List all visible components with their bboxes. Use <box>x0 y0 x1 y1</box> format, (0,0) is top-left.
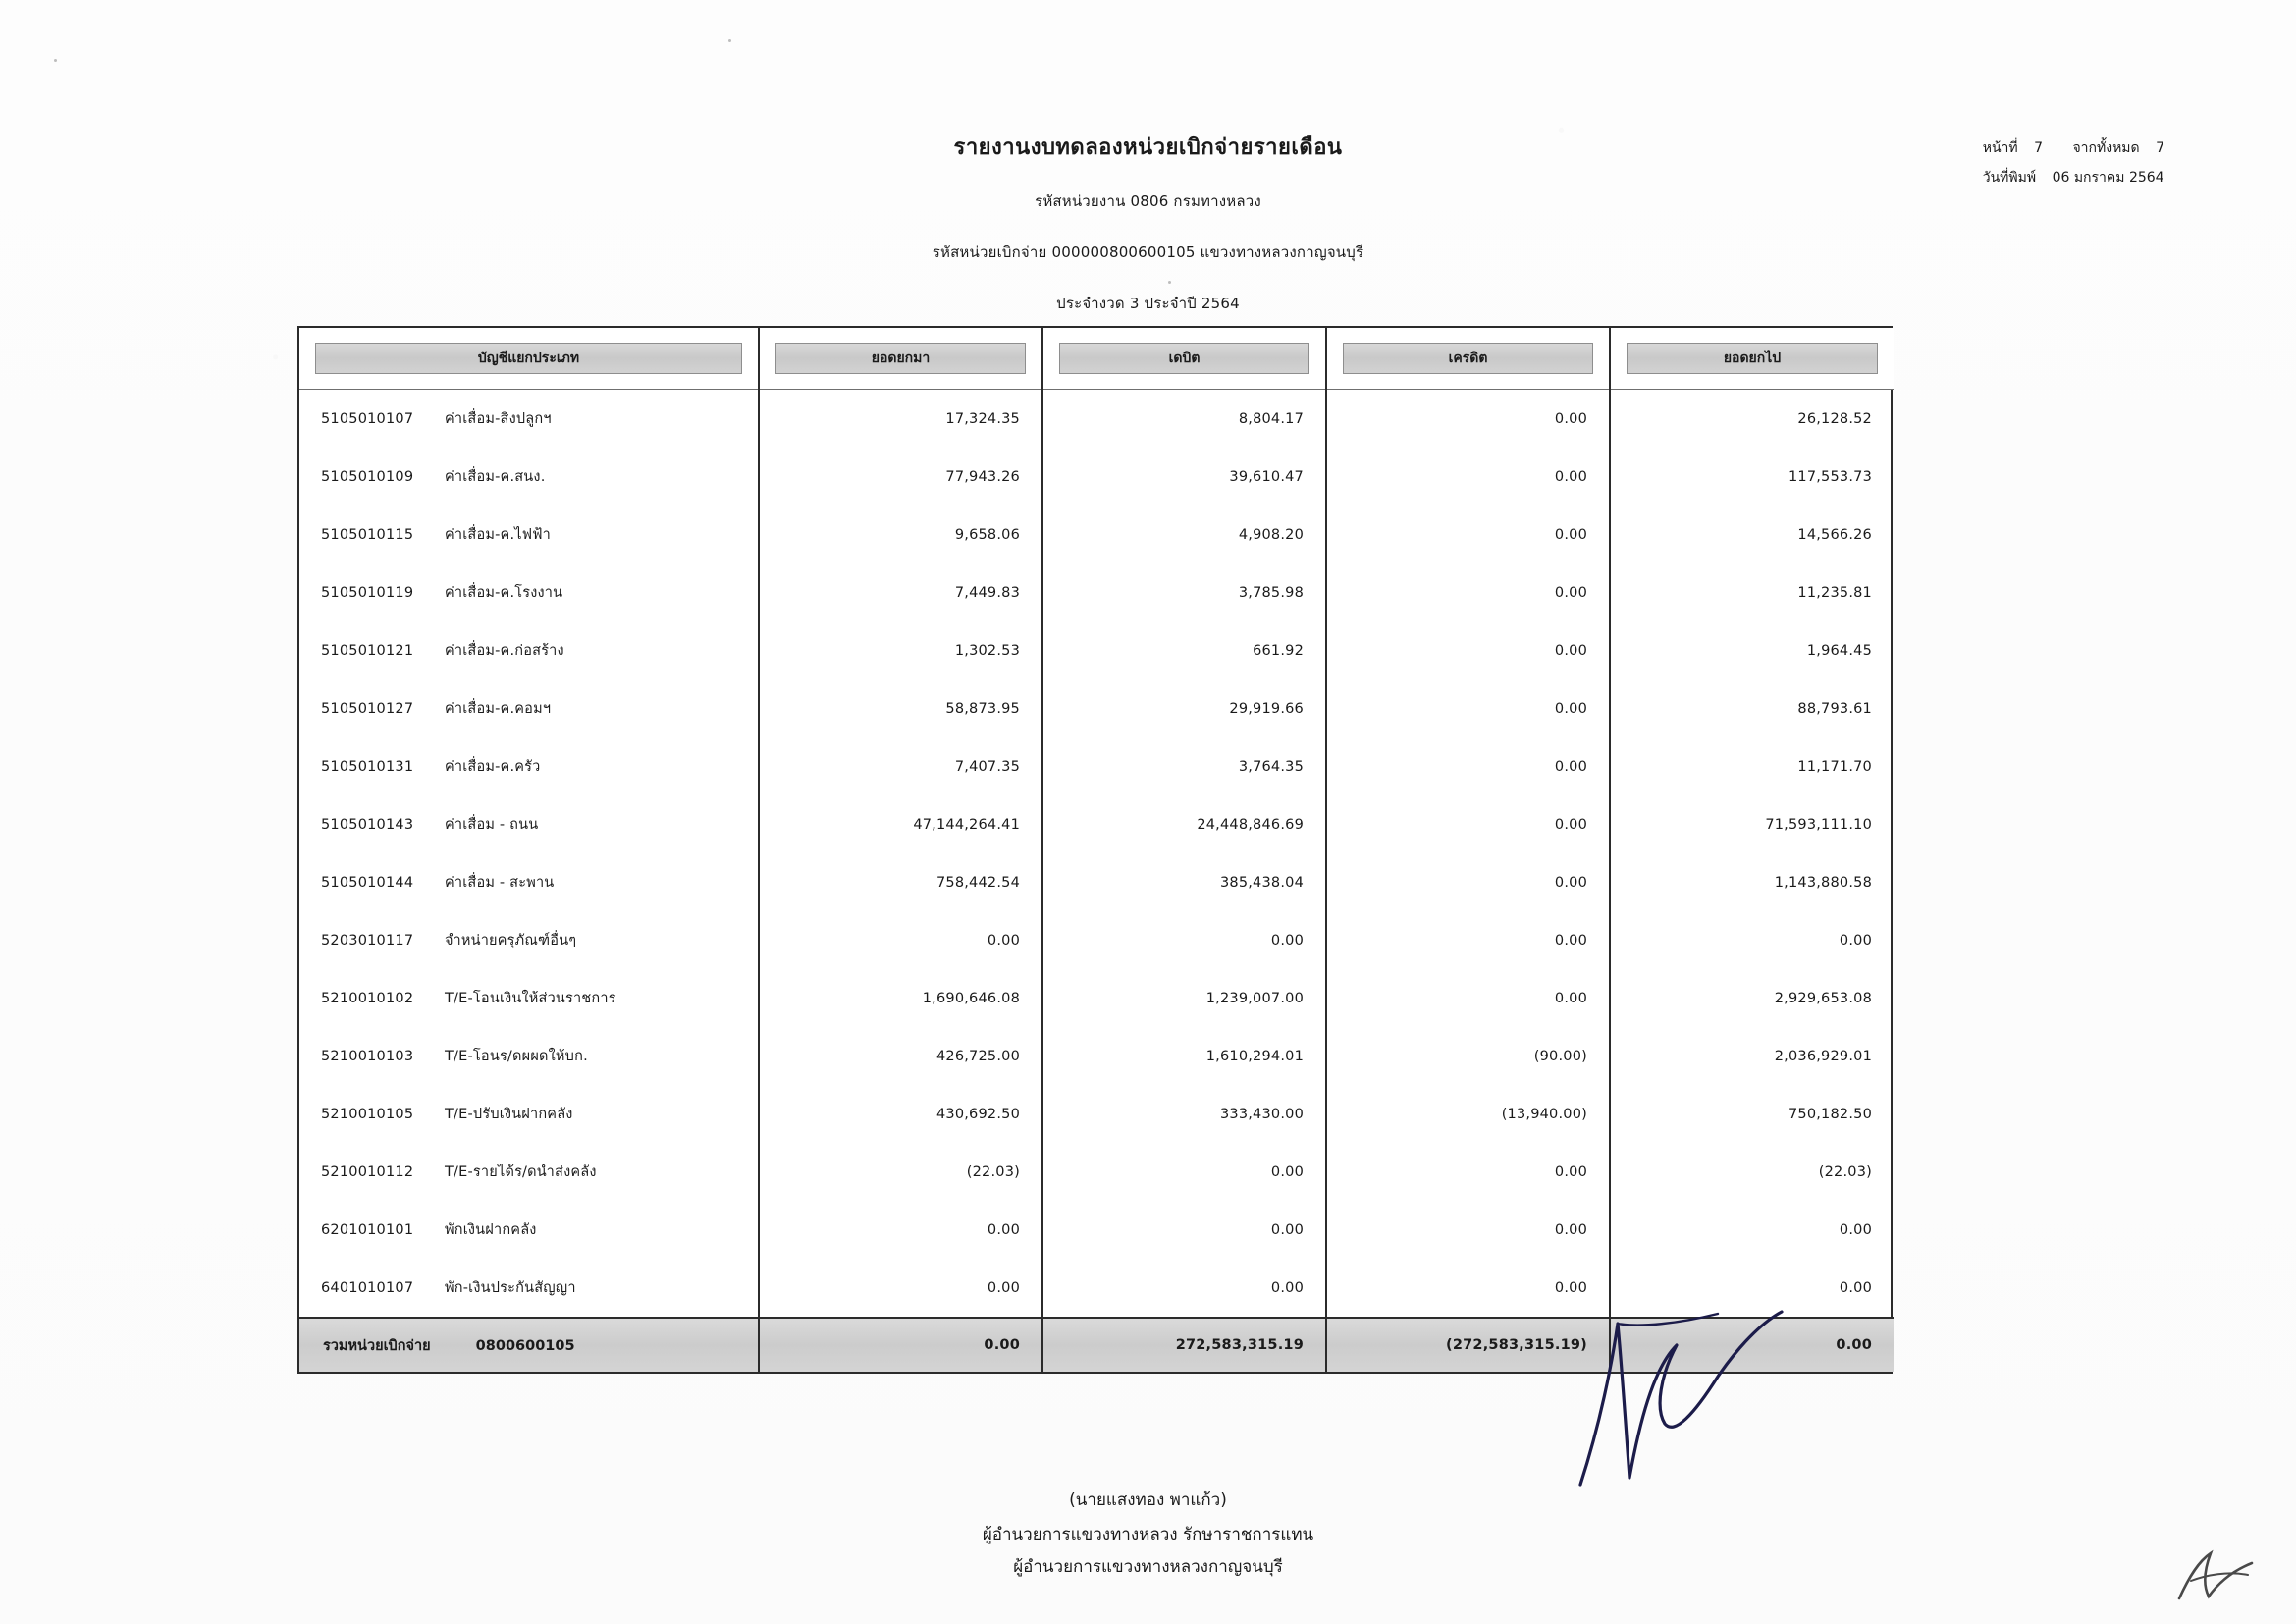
cell-account <box>299 622 759 679</box>
cell-closing: 71,593,111.10 <box>1765 816 1872 833</box>
cell-debit: 0.00 <box>1042 1259 1326 1318</box>
account-code: 5105010144 <box>321 875 414 891</box>
signer-name: (นายแสงทอง พาแก้ว) <box>1069 1490 1227 1510</box>
account-code: 5203010117 <box>321 933 414 948</box>
cell-credit: 0.00 <box>1326 737 1610 795</box>
cell-credit: 0.00 <box>1326 911 1610 969</box>
cell-debit: 0.00 <box>1042 1143 1326 1201</box>
cell-account <box>299 911 759 969</box>
signature-block <box>0 1485 2296 1584</box>
account-code: 5105010107 <box>321 411 414 427</box>
total-label: รวมหน่วยเบิกจ่าย <box>323 1337 431 1354</box>
cell-opening: 758,442.54 <box>759 853 1042 911</box>
cell-opening: 47,144,264.41 <box>759 795 1042 853</box>
cell-credit: 0.00 <box>1326 795 1610 853</box>
page-number-row <box>1983 134 2190 163</box>
column-header-opening <box>759 328 1042 390</box>
cell-closing: 117,553.73 <box>1788 468 1872 485</box>
cell-closing: 2,929,653.08 <box>1774 990 1872 1006</box>
cell-opening: 0.00 <box>759 1259 1042 1318</box>
cell-credit: 0.00 <box>1326 390 1610 449</box>
cell-account <box>299 1027 759 1085</box>
table-header-row <box>299 328 1894 390</box>
table-row <box>299 1259 1894 1318</box>
cell-total-credit: (272,583,315.19) <box>1326 1318 1610 1372</box>
cell-account <box>299 969 759 1027</box>
cell-closing: 14,566.26 <box>1797 526 1872 543</box>
signer-title-line-2: ผู้อำนวยการแขวงทางหลวงกาญจนบุรี <box>1013 1557 1283 1577</box>
cell-debit: 29,919.66 <box>1042 679 1326 737</box>
cell-account <box>299 795 759 853</box>
account-code: 5210010112 <box>321 1164 414 1180</box>
table-row <box>299 737 1894 795</box>
cell-credit: 0.00 <box>1326 1143 1610 1201</box>
cell-debit: 1,239,007.00 <box>1042 969 1326 1027</box>
table-row <box>299 564 1894 622</box>
account-code: 5210010102 <box>321 991 414 1006</box>
cell-credit: 0.00 <box>1326 1201 1610 1259</box>
cell-total-label <box>299 1318 759 1372</box>
print-date-label: วันที่พิมพ์ <box>1982 170 2037 186</box>
cell-opening: 7,449.83 <box>759 564 1042 622</box>
cell-debit: 4,908.20 <box>1042 506 1326 564</box>
column-header-debit-label: เดบิต <box>1059 343 1309 374</box>
table-row <box>299 853 1894 911</box>
cell-credit: 0.00 <box>1326 679 1610 737</box>
cell-opening: (22.03) <box>759 1143 1042 1201</box>
account-code: 5105010109 <box>321 469 414 485</box>
cell-account <box>299 679 759 737</box>
table-row <box>299 1143 1894 1201</box>
cell-total-opening: 0.00 <box>759 1318 1042 1372</box>
account-name: T/E-รายได้ร/ดนำส่งคลัง <box>445 1164 597 1180</box>
cell-closing: 1,964.45 <box>1806 642 1872 659</box>
cell-credit: (90.00) <box>1326 1027 1610 1085</box>
account-name: ค่าเสื่อม-ค.ก่อสร้าง <box>445 643 564 659</box>
page-value: 7 <box>2034 140 2044 156</box>
account-name: ค่าเสื่อม - ถนน <box>445 817 539 833</box>
document-header <box>0 130 2296 315</box>
scan-speck <box>54 59 57 62</box>
cell-closing: 750,182.50 <box>1788 1106 1872 1122</box>
account-code: 5210010103 <box>321 1049 414 1064</box>
disbursement-unit-line: รหัสหน่วยเบิกจ่าย 000000800600105 แขวงทางหลวงกาญจนบุรี <box>932 244 1364 261</box>
total-unit-code: 0800600105 <box>475 1337 575 1354</box>
cell-opening: 7,407.35 <box>759 737 1042 795</box>
agency-code-line: รหัสหน่วยงาน 0806 กรมทางหลวง <box>1035 192 1261 210</box>
account-name: ค่าเสื่อม - สะพาน <box>445 875 555 891</box>
account-code: 5105010121 <box>321 643 414 659</box>
cell-account <box>299 564 759 622</box>
page-title: รายงานงบทดลองหน่วยเบิกจ่ายรายเดือน <box>953 135 1343 160</box>
cell-credit: (13,940.00) <box>1326 1085 1610 1143</box>
page-meta <box>1983 134 2190 192</box>
signer-title-line-1: ผู้อำนวยการแขวงทางหลวง รักษาราชการแทน <box>982 1525 1314 1544</box>
cell-closing: 1,143,880.58 <box>1774 874 1872 891</box>
cell-total-debit: 272,583,315.19 <box>1042 1318 1326 1372</box>
account-name: ค่าเสื่อม-สิ่งปลูกฯ <box>445 411 552 427</box>
total-row <box>299 1318 1894 1372</box>
cell-account <box>299 853 759 911</box>
table-row <box>299 1027 1894 1085</box>
cell-closing: 0.00 <box>1839 1279 1872 1296</box>
account-name: ค่าเสื่อม-ค.ครัว <box>445 759 541 775</box>
cell-credit: 0.00 <box>1326 506 1610 564</box>
cell-opening: 9,658.06 <box>759 506 1042 564</box>
account-code: 5105010127 <box>321 701 414 717</box>
cell-credit: 0.00 <box>1326 853 1610 911</box>
cell-closing: 11,171.70 <box>1797 758 1872 775</box>
cell-debit: 39,610.47 <box>1042 448 1326 506</box>
table-row <box>299 506 1894 564</box>
print-date-value: 06 มกราคม 2564 <box>2052 170 2164 186</box>
cell-debit: 3,785.98 <box>1042 564 1326 622</box>
cell-total-closing: 0.00 <box>1610 1318 1894 1372</box>
cell-account <box>299 390 759 449</box>
account-code: 6401010107 <box>321 1280 414 1296</box>
table-row <box>299 1201 1894 1259</box>
account-code: 6201010101 <box>321 1222 414 1238</box>
period-line: ประจำงวด 3 ประจำปี 2564 <box>1056 295 1240 312</box>
cell-opening: 0.00 <box>759 1201 1042 1259</box>
cell-closing: 0.00 <box>1839 1221 1872 1238</box>
account-name: T/E-โอนร/ดผผดให้บก. <box>445 1049 588 1064</box>
account-name: ค่าเสื่อม-ค.โรงงาน <box>445 585 563 601</box>
cell-debit: 0.00 <box>1042 911 1326 969</box>
cell-debit: 385,438.04 <box>1042 853 1326 911</box>
cell-closing: 26,128.52 <box>1797 410 1872 427</box>
table-footer <box>299 1318 1894 1372</box>
cell-closing: 2,036,929.01 <box>1774 1048 1872 1064</box>
column-header-closing-label: ยอดยกไป <box>1627 343 1878 374</box>
table-row <box>299 448 1894 506</box>
account-code: 5210010105 <box>321 1107 414 1122</box>
cell-closing: 0.00 <box>1839 932 1872 948</box>
cell-opening: 77,943.26 <box>759 448 1042 506</box>
cell-closing: (22.03) <box>1818 1164 1872 1180</box>
column-header-closing <box>1610 328 1894 390</box>
table-row <box>299 969 1894 1027</box>
cell-debit: 333,430.00 <box>1042 1085 1326 1143</box>
cell-opening: 1,302.53 <box>759 622 1042 679</box>
table-row <box>299 622 1894 679</box>
column-header-account <box>299 328 759 390</box>
column-header-opening-label: ยอดยกมา <box>775 343 1026 374</box>
cell-opening: 58,873.95 <box>759 679 1042 737</box>
cell-credit: 0.00 <box>1326 448 1610 506</box>
cell-debit: 3,764.35 <box>1042 737 1326 795</box>
table-row <box>299 911 1894 969</box>
column-header-debit <box>1042 328 1326 390</box>
account-name: T/E-ปรับเงินฝากคลัง <box>445 1107 573 1122</box>
cell-credit: 0.00 <box>1326 1259 1610 1318</box>
total-pages-label: จากทั้งหมด <box>2072 140 2140 156</box>
cell-opening: 17,324.35 <box>759 390 1042 449</box>
cell-opening: 430,692.50 <box>759 1085 1042 1143</box>
cell-account <box>299 1259 759 1318</box>
account-code: 5105010143 <box>321 817 414 833</box>
table-row <box>299 795 1894 853</box>
account-name: ค่าเสื่อม-ค.สนง. <box>445 469 546 485</box>
account-name: พักเงินฝากคลัง <box>445 1222 537 1238</box>
table-row <box>299 679 1894 737</box>
table-row <box>299 390 1894 449</box>
cell-credit: 0.00 <box>1326 969 1610 1027</box>
table-row <box>299 1085 1894 1143</box>
cell-debit: 8,804.17 <box>1042 390 1326 449</box>
cell-credit: 0.00 <box>1326 622 1610 679</box>
column-header-credit-label: เครดิต <box>1343 343 1593 374</box>
scan-speck <box>728 39 731 42</box>
column-header-account-label: บัญชีแยกประเภท <box>315 343 742 374</box>
cell-closing: 11,235.81 <box>1797 584 1872 601</box>
cell-opening: 1,690,646.08 <box>759 969 1042 1027</box>
cell-opening: 426,725.00 <box>759 1027 1042 1085</box>
account-code: 5105010131 <box>321 759 414 775</box>
cell-debit: 661.92 <box>1042 622 1326 679</box>
cell-credit: 0.00 <box>1326 564 1610 622</box>
table-body <box>299 390 1894 1319</box>
cell-account <box>299 1201 759 1259</box>
cell-debit: 1,610,294.01 <box>1042 1027 1326 1085</box>
print-date-row <box>1983 163 2190 192</box>
account-name: ค่าเสื่อม-ค.ไฟฟ้า <box>445 527 552 543</box>
account-name: จำหน่ายครุภัณฑ์อื่นๆ <box>445 933 577 948</box>
account-name: T/E-โอนเงินให้ส่วนราชการ <box>445 991 616 1006</box>
account-code: 5105010119 <box>321 585 414 601</box>
total-pages-value: 7 <box>2156 140 2164 156</box>
column-header-credit <box>1326 328 1610 390</box>
account-code: 5105010115 <box>321 527 414 543</box>
account-name: พัก-เงินประกันสัญญา <box>445 1280 576 1296</box>
cell-account <box>299 1143 759 1201</box>
trial-balance-table <box>297 326 1893 1374</box>
page-label: หน้าที่ <box>1982 140 2018 156</box>
cell-opening: 0.00 <box>759 911 1042 969</box>
cell-account <box>299 506 759 564</box>
table-header <box>299 328 1894 390</box>
cell-account <box>299 1085 759 1143</box>
cell-debit: 0.00 <box>1042 1201 1326 1259</box>
cell-account <box>299 448 759 506</box>
cell-debit: 24,448,846.69 <box>1042 795 1326 853</box>
cell-closing: 88,793.61 <box>1797 700 1872 717</box>
account-name: ค่าเสื่อม-ค.คอมฯ <box>445 701 552 717</box>
cell-account <box>299 737 759 795</box>
